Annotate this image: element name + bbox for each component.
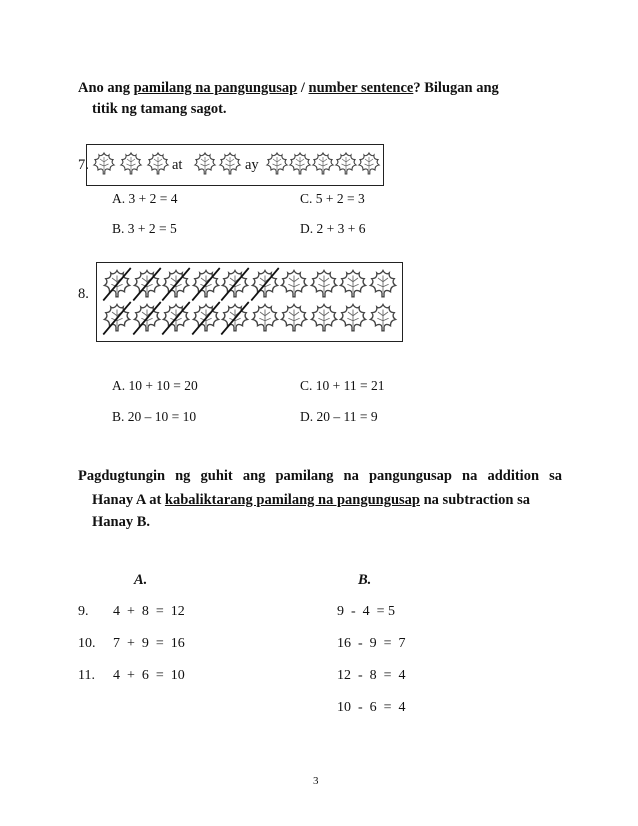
instruction-1-line-2: titik ng tamang sagot. xyxy=(92,101,227,117)
question-7-word-ay: ay xyxy=(245,157,259,173)
leaf-icon xyxy=(265,151,289,175)
leaf-icon xyxy=(250,268,280,298)
leaf-icon xyxy=(279,268,309,298)
separator: / xyxy=(297,80,309,96)
leaf-icon xyxy=(309,302,339,332)
instruction-2-line-1: Pagdugtungin ng guhit ang pamilang na pangungusap na addition sa xyxy=(78,468,562,484)
leaf-icon xyxy=(220,268,250,298)
leaf-icon xyxy=(161,268,191,298)
leaf-icon xyxy=(102,302,132,332)
leaf-icon xyxy=(191,268,221,298)
leaf-icon xyxy=(334,151,358,175)
leaf-icon xyxy=(357,151,381,175)
question-7-number: 7. xyxy=(78,157,89,173)
term-pamilang-na-pangungusap: pamilang na pangungusap xyxy=(133,80,298,96)
instruction-1-text: Ano ang xyxy=(78,80,134,96)
leaf-icon xyxy=(368,268,398,298)
row-10-number: 10. xyxy=(78,636,96,651)
question-8-option-c[interactable]: C. 10 + 11 = 21 xyxy=(300,378,385,393)
leaf-icon xyxy=(279,302,309,332)
page-number: 3 xyxy=(313,775,319,787)
column-b-header: B. xyxy=(358,572,372,588)
question-7-option-c[interactable]: C. 5 + 2 = 3 xyxy=(300,191,365,206)
leaf-icon xyxy=(309,268,339,298)
column-a-header: A. xyxy=(134,572,148,588)
column-b-item-3[interactable]: 12 - 8 = 4 xyxy=(337,668,406,683)
column-b-item-4[interactable]: 10 - 6 = 4 xyxy=(337,700,406,715)
instruction-1-text-2: ? Bilugan ang xyxy=(413,80,499,96)
leaf-icon xyxy=(288,151,312,175)
leaf-icon xyxy=(161,302,191,332)
leaf-icon xyxy=(92,151,116,175)
question-7-option-a[interactable]: A. 3 + 2 = 4 xyxy=(112,191,178,206)
leaf-icon xyxy=(132,268,162,298)
leaf-icon xyxy=(102,268,132,298)
question-7-option-b[interactable]: B. 3 + 2 = 5 xyxy=(112,221,177,236)
leaf-icon xyxy=(193,151,217,175)
term-number-sentence: number sentence xyxy=(308,80,414,96)
leaf-icon xyxy=(119,151,143,175)
question-7-option-d[interactable]: D. 2 + 3 + 6 xyxy=(300,221,366,236)
leaf-icon xyxy=(146,151,170,175)
column-b-item-2[interactable]: 16 - 9 = 7 xyxy=(337,636,406,651)
instruction-1 xyxy=(78,78,568,99)
question-8-number: 8. xyxy=(78,286,89,302)
leaf-icon xyxy=(250,302,280,332)
leaf-icon xyxy=(132,302,162,332)
question-8-option-a[interactable]: A. 10 + 10 = 20 xyxy=(112,378,198,393)
question-7-word-at: at xyxy=(172,157,183,173)
leaf-icon xyxy=(191,302,221,332)
term-kabaliktarang-pamilang: kabaliktarang pamilang na pangungusap xyxy=(164,492,420,508)
question-8-option-b[interactable]: B. 20 – 10 = 10 xyxy=(112,409,197,424)
row-11-equation[interactable]: 4 + 6 = 10 xyxy=(113,668,185,683)
row-11-number: 11. xyxy=(78,668,95,683)
row-10-equation[interactable]: 7 + 9 = 16 xyxy=(113,636,185,651)
leaf-icon xyxy=(338,302,368,332)
instruction-2-text: Hanay A at xyxy=(92,492,165,508)
leaf-icon xyxy=(218,151,242,175)
instruction-2-line-3: Hanay B. xyxy=(92,514,151,530)
row-9-number: 9. xyxy=(78,604,89,619)
row-9-equation[interactable]: 4 + 8 = 12 xyxy=(113,604,185,619)
leaf-icon xyxy=(368,302,398,332)
column-b-item-1[interactable]: 9 - 4 = 5 xyxy=(337,604,396,619)
leaf-icon xyxy=(220,302,250,332)
instruction-2-text-2: na subtraction sa xyxy=(419,492,530,508)
instruction-2-line-2 xyxy=(92,490,572,511)
leaf-icon xyxy=(311,151,335,175)
question-8-option-d[interactable]: D. 20 – 11 = 9 xyxy=(300,409,378,424)
leaf-icon xyxy=(338,268,368,298)
